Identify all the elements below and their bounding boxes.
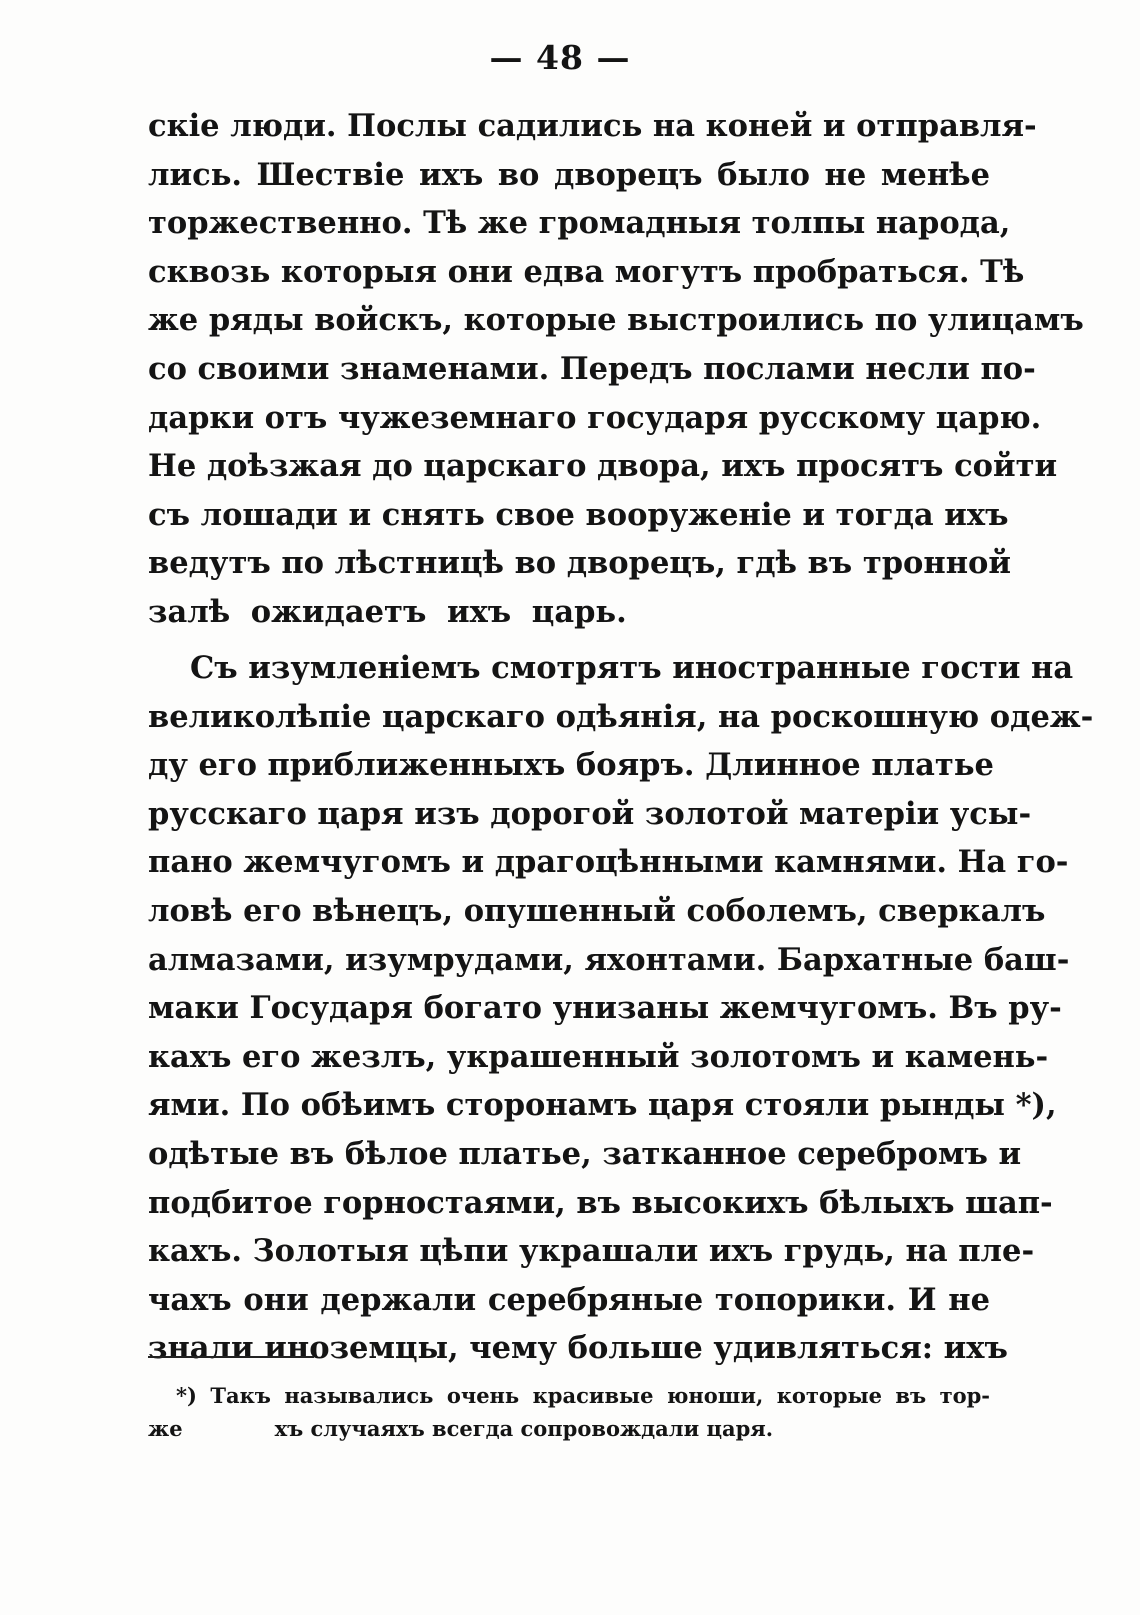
text-line: великолѣпіе царскаго одѣянія, на роскошную одеж- (148, 698, 1094, 735)
page-number: — 48 — (489, 38, 631, 77)
text-line: алмазами, изумрудами, яхонтами. Бархатные баш- (148, 941, 1070, 978)
text-line: съ лошади и снять свое вооруженіе и тогда ихъ (148, 496, 1009, 533)
text-line: знали иноземцы, чему больше удивляться: ихъ (148, 1330, 1008, 1367)
text-line: русскаго царя изъ дорогой золотой матеріи усы- (148, 795, 1032, 832)
text-line: ловѣ его вѣнецъ, опушенный соболемъ, сверкалъ (148, 892, 1046, 929)
text-line: ведутъ по лѣстницѣ во дворецъ, гдѣ въ тронной (148, 545, 1011, 582)
text-line: кахъ его жезлъ, украшенный золотомъ и камень- (148, 1038, 1049, 1075)
text-line: пано жемчугомъ и драгоцѣнными камнями. На го- (148, 844, 1069, 881)
text-line: чахъ они держали серебряные топорики. И не (148, 1281, 990, 1318)
footnote-fragment: хъ случаяхъ всегда сопровождали царя. (274, 1416, 774, 1441)
text-line: со своими знаменами. Передъ послами несли по- (148, 350, 1036, 387)
text-line: сквозь которыя они едва могутъ пробраться. Тѣ (148, 253, 1025, 290)
text-line: маки Государя богато унизаны жемчугомъ. Въ ру- (148, 990, 1062, 1027)
text-line: Не доѣзжая до царскаго двора, ихъ просятъ сойти (148, 448, 1058, 485)
text-line: торжественно. Тѣ же громадныя толпы народа, (148, 205, 1011, 242)
footnote-divider (148, 1356, 314, 1358)
paragraph-2 (148, 644, 1094, 1373)
text-line: лись. Шествіе ихъ во дворецъ было не менѣе (148, 156, 990, 193)
footnote-line (148, 1412, 990, 1445)
text-line: кахъ. Золотыя цѣпи украшали ихъ грудь, на пле- (148, 1233, 1035, 1270)
text-line: подбитое горностаями, въ высокихъ бѣлыхъ шап- (148, 1184, 1053, 1221)
text-line: ями. По обѣимъ сторонамъ царя стояли рынды *), (148, 1087, 1057, 1124)
text-line: одѣтые въ бѣлое платье, затканное серебромъ и (148, 1135, 1022, 1172)
text-line: же ряды войскъ, которые выстроились по улицамъ (148, 302, 1084, 339)
footnote-line: *) Такъ назывались очень красивые юноши, которые въ тор- (176, 1383, 990, 1408)
text-line: дарки отъ чужеземнаго государя русскому царю. (148, 399, 1042, 436)
text-line: залѣ ожидаетъ ихъ царь. (148, 593, 627, 630)
text-line: ду его приближенныхъ бояръ. Длинное платье (148, 747, 994, 784)
paragraph-1 (148, 102, 1084, 637)
footnote (148, 1379, 990, 1445)
footnote-fragment: же (148, 1416, 183, 1441)
text-line: скіе люди. Послы садились на коней и отправля- (148, 108, 1037, 144)
text-line: Съ изумленіемъ смотрятъ иностранные гости на (190, 650, 1074, 686)
